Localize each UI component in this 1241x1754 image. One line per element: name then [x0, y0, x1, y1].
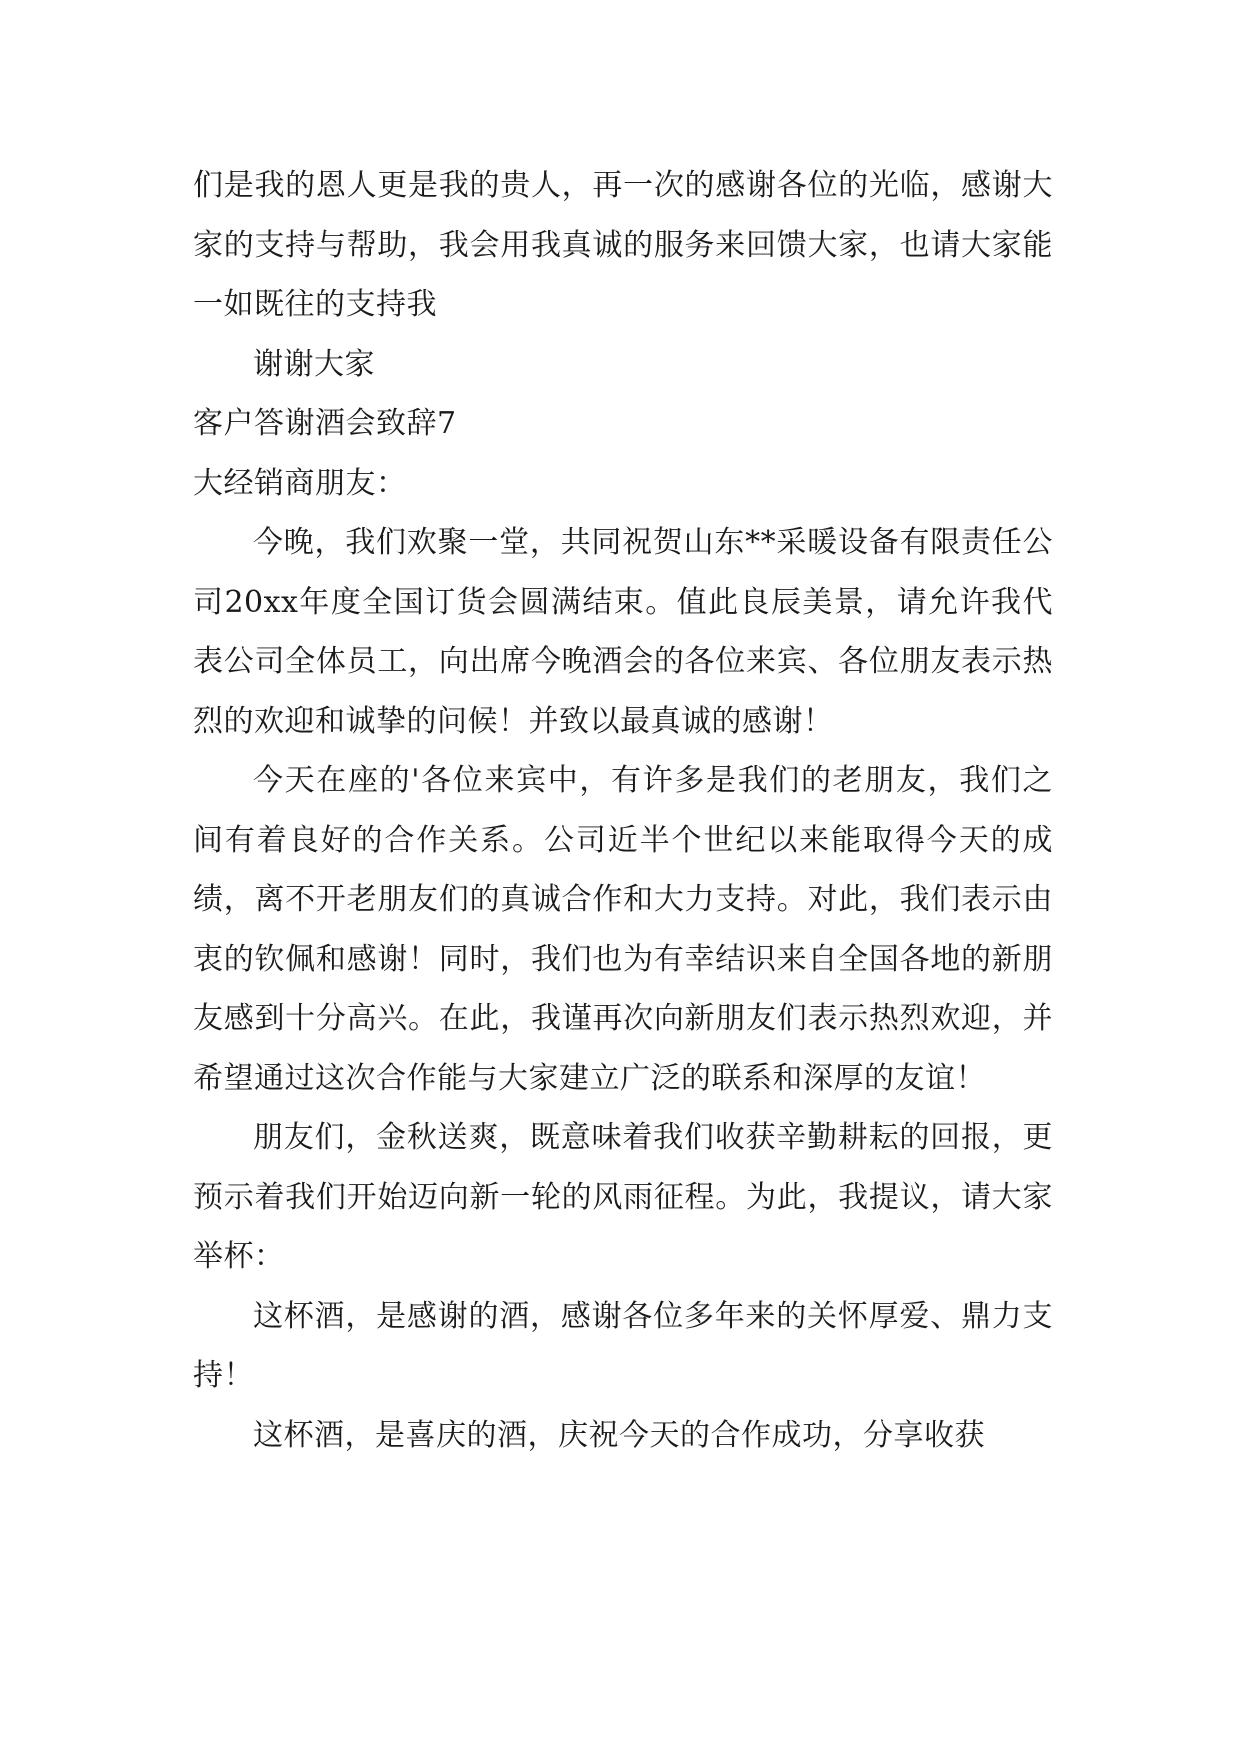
paragraph-toast-celebration: 这杯酒，是喜庆的酒，庆祝今天的合作成功，分享收获 [253, 1417, 985, 1453]
paragraph-toast-proposal: 朋友们，金秋送爽，既意味着我们收获辛勤耕耘的回报，更预示着我们开始迈向新一轮的风雨征程。为此，我提议，请大家举杯： [193, 1120, 1053, 1274]
paragraph-closing-thanks: 们是我的恩人更是我的贵人，再一次的感谢各位的光临，感谢大家的支持与帮助，我会用我真诚的服务来回馈大家，也请大家能一如既往的支持我 [193, 168, 1053, 322]
paragraph-toast-thanks: 这杯酒，是感谢的酒，感谢各位多年来的关怀厚爱、鼎力支持！ [193, 1298, 1053, 1393]
section-title: 客户答谢酒会致辞7 [193, 406, 457, 441]
paragraph-old-friends: 今天在座的'各位来宾中，有许多是我们的老朋友，我们之间有着良好的合作关系。公司近半个世纪以来能取得今天的成绩，离不开老朋友们的真诚合作和大力支持。对此，我们表示由衷的钦佩和感谢！同时，我们也为有幸结识来自全国各地的新朋友感到十分高兴。在此，我谨再次向新朋友们表示热烈欢迎，并希望通过这次合作能与大家建立广泛的联系和深厚的友谊！ [193, 763, 1053, 1096]
paragraph-welcome: 今晚，我们欢聚一堂，共同祝贺山东**采暖设备有限责任公司20xx年度全国订货会圆满结束。值此良辰美景，请允许我代表公司全体员工，向出席今晚酒会的各位来宾、各位朋友表示热烈的欢迎和诚挚的问候！并致以最真诚的感谢！ [193, 525, 1053, 739]
paragraph-thank-everyone: 谢谢大家 [253, 346, 375, 382]
salutation: 大经销商朋友： [193, 465, 407, 501]
document-body [193, 156, 1053, 1465]
